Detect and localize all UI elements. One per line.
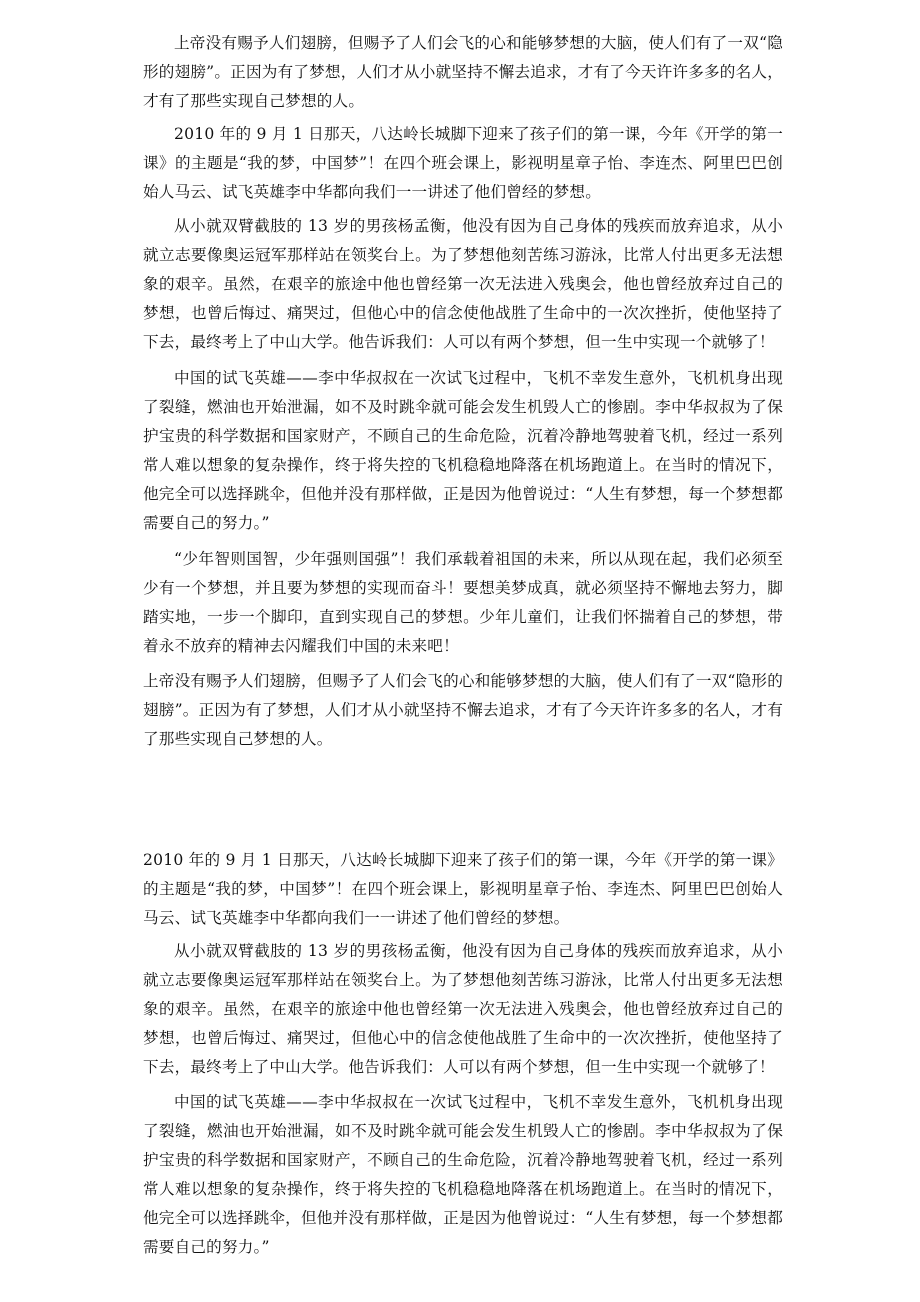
paragraph-youth-dreams: “少年智则国智，少年强则国强”！我们承载着祖国的未来，所以从现在起，我们必须至少有一个梦想，并且要为梦想的实现而奋斗！要想美梦成真，就必须坚持不懈地去努力，脚踏实地，一步一个脚印，直到实现自己的梦想。少年儿童们，让我们怀揣着自己的梦想，带着永不放弃的精神去闪耀我们中国的未来吧！ [143,550,783,655]
paragraph-li-zhonghua-repeat: 中国的试飞英雄——李中华叔叔在一次试飞过程中，飞机不幸发生意外，飞机机身出现了裂缝，燃油也开始泄漏，如不及时跳伞就可能会发生机毁人亡的惨剧。李中华叔叔为了保护宝贵的科学数据和国家财产，不顾自己的生命危险，沉着冷静地驾驶着飞机，经过一系列常人难以想象的复杂操作，终于将失控的飞机稳稳地降落在机场跑道上。在当时的情况下，他完全可以选择跳伞，但他并没有那样做，正是因为他曾说过：“人生有梦想，每一个梦想都需要自己的努力。” [143,1093,783,1256]
paragraph-yang-mengheng-repeat: 从小就双臂截肢的 13 岁的男孩杨孟衡，他没有因为自己身体的残疾而放弃追求，从小就立志要像奥运冠军那样站在领奖台上。为了梦想他刻苦练习游泳，比常人付出更多无法想象的艰辛。虽然，在艰辛的旅途中他也曾经第一次无法进入残奥会，他也曾经放弃过自己的梦想，也曾后悔过、痛哭过，但他心中的信念使他战胜了生命中的一次次挫折，使他坚持了下去，最终考上了中山大学。他告诉我们：人可以有两个梦想，但一生中实现一个就够了！ [143,942,783,1076]
paragraph-first-lesson: 2010 年的 9 月 1 日那天，八达岭长城脚下迎来了孩子们的第一课，今年《开学的第一课》的主题是“我的梦，中国梦”！在四个班会课上，影视明星章子怡、李连杰、阿里巴巴创始人马云、试飞英雄李中华都向我们一一讲述了他们曾经的梦想。 [143,125,783,201]
paragraph-wings-intro: 上帝没有赐予人们翅膀，但赐予了人们会飞的心和能够梦想的大脑，使人们有了一双“隐形的翅膀”。正因为有了梦想，人们才从小就坚持不懈去追求，才有了今天许许多多的名人，才有了那些实现自己梦想的人。 [143,34,783,110]
paragraph-wings-intro-repeat: 上帝没有赐予人们翅膀，但赐予了人们会飞的心和能够梦想的大脑，使人们有了一双“隐形的翅膀”。正因为有了梦想，人们才从小就坚持不懈去追求，才有了今天许许多多的名人，才有了那些实现自己梦想的人。 [143,672,783,748]
paragraph-first-lesson-repeat: 2010 年的 9 月 1 日那天，八达岭长城脚下迎来了孩子们的第一课，今年《开学的第一课》的主题是“我的梦，中国梦”！在四个班会课上，影视明星章子怡、李连杰、阿里巴巴创始人马云、试飞英雄李中华都向我们一一讲述了他们曾经的梦想。 [143,851,783,927]
paragraph-li-zhonghua: 中国的试飞英雄——李中华叔叔在一次试飞过程中，飞机不幸发生意外，飞机机身出现了裂缝，燃油也开始泄漏，如不及时跳伞就可能会发生机毁人亡的惨剧。李中华叔叔为了保护宝贵的科学数据和国家财产，不顾自己的生命危险，沉着冷静地驾驶着飞机，经过一系列常人难以想象的复杂操作，终于将失控的飞机稳稳地降落在机场跑道上。在当时的情况下，他完全可以选择跳伞，但他并没有那样做，正是因为他曾说过：“人生有梦想，每一个梦想都需要自己的努力。” [143,369,783,532]
paragraph-yang-mengheng: 从小就双臂截肢的 13 岁的男孩杨孟衡，他没有因为自己身体的残疾而放弃追求，从小就立志要像奥运冠军那样站在领奖台上。为了梦想他刻苦练习游泳，比常人付出更多无法想象的艰辛。虽然，在艰辛的旅途中他也曾经第一次无法进入残奥会，他也曾经放弃过自己的梦想，也曾后悔过、痛哭过，但他心中的信念使他战胜了生命中的一次次挫折，使他坚持了下去，最终考上了中山大学。他告诉我们：人可以有两个梦想，但一生中实现一个就够了！ [143,217,783,351]
